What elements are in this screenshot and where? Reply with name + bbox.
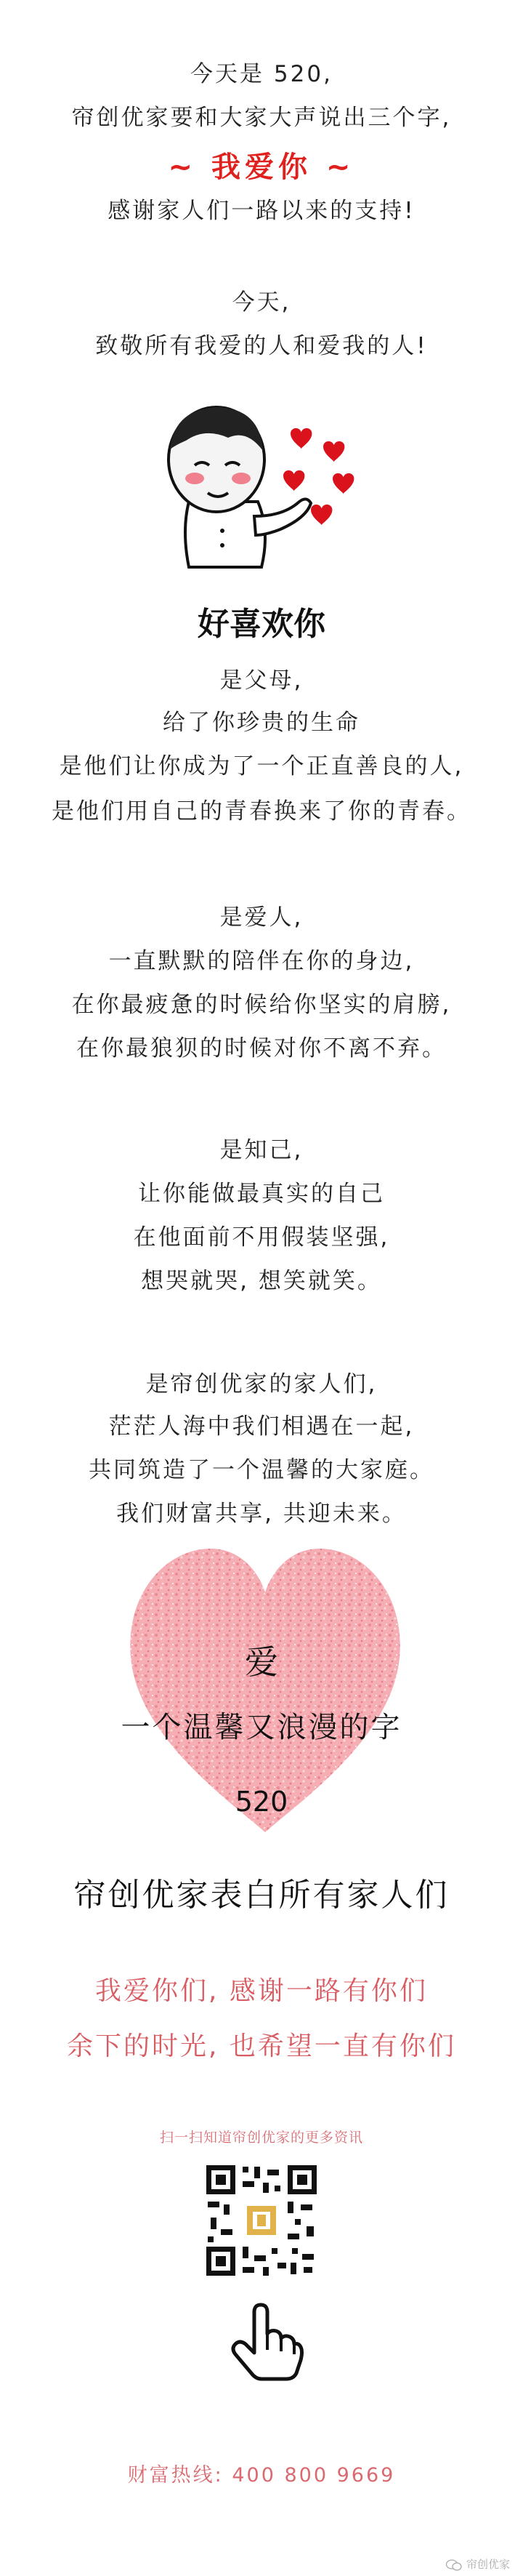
confidant-line-4: 想哭就哭, 想笑就笑。 <box>141 1268 382 1294</box>
lover-line-1: 是爱人, <box>219 904 304 931</box>
intro-line-2: 帘创优家要和大家大声说出三个字, <box>71 105 452 131</box>
parents-line-4: 是他们用自己的青春换来了你的青春。 <box>52 798 471 824</box>
watermark-label: 帘创优家 <box>466 2558 510 2571</box>
family-line-2: 茫茫人海中我们相遇在一起, <box>108 1413 415 1440</box>
family-line-4: 我们财富共享, 共迎未来。 <box>116 1501 407 1527</box>
thanks-line-2: 余下的时光, 也希望一直有你们 <box>67 2031 456 2061</box>
qr-prompt: 扫一扫知道帘创优家的更多资讯 <box>159 2130 363 2146</box>
love-headline: ~ 我爱你 ~ <box>168 151 355 184</box>
hotline[interactable]: 财富热线: 400 800 9669 <box>127 2464 396 2487</box>
qr-code-icon[interactable] <box>202 2161 321 2280</box>
intro-line-1: 今天是 520, <box>190 61 333 87</box>
number-520: 520 <box>235 1786 288 1818</box>
confidant-line-1: 是知己, <box>219 1137 304 1163</box>
headline: 帘创优家表白所有家人们 <box>73 1877 450 1914</box>
confidant-line-2: 让你能做最真实的自己 <box>138 1181 385 1207</box>
blush-right <box>232 473 251 484</box>
parents-line-3: 是他们让你成为了一个正直善良的人, <box>59 753 464 779</box>
meme-caption: 好喜欢你 <box>198 606 325 643</box>
watermark <box>446 2556 510 2572</box>
family-line-3: 共同筑造了一个温馨的大家庭。 <box>89 1457 434 1483</box>
meme-illustration <box>138 393 378 574</box>
pointing-hand-icon <box>225 2302 305 2382</box>
confidant-line-3: 在他面前不用假装坚强, <box>133 1224 390 1251</box>
heart-caption: 一个温馨又浪漫的字 <box>121 1711 402 1744</box>
meme-arm <box>254 499 311 535</box>
wechat-icon <box>446 2559 462 2571</box>
today-line-1: 今天, <box>232 289 291 316</box>
blush-left <box>185 473 204 484</box>
family-line-1: 是帘创优家的家人们, <box>145 1371 378 1397</box>
lover-line-2: 一直默默的陪伴在你的身边, <box>108 948 415 974</box>
heart-word: 爱 <box>245 1642 278 1682</box>
parents-line-2: 给了你珍贵的生命 <box>163 710 360 736</box>
intro-line-3: 感谢家人们一路以来的支持! <box>108 198 415 224</box>
thanks-line-1: 我爱你们, 感谢一路有你们 <box>95 1976 428 2006</box>
lover-line-4: 在你最狼狈的时候对你不离不弃。 <box>76 1035 447 1062</box>
parents-line-1: 是父母, <box>219 667 304 694</box>
lover-line-3: 在你最疲惫的时候给你坚实的肩膀, <box>71 992 452 1018</box>
today-line-2: 致敬所有我爱的人和爱我的人! <box>95 333 428 359</box>
